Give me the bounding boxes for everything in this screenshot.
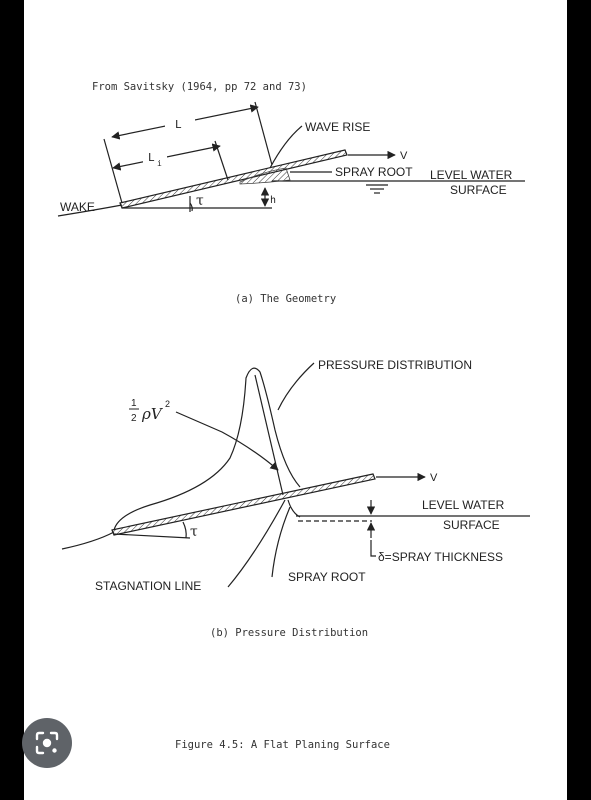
stagnation-line bbox=[255, 375, 283, 495]
label-half-denominator: 2 bbox=[131, 413, 137, 424]
label-stagnation-line: STAGNATION LINE bbox=[95, 579, 202, 593]
label-Li-subscript: i bbox=[157, 159, 162, 168]
caption-a: (a) The Geometry bbox=[235, 293, 337, 305]
label-rho-v: ρV bbox=[142, 405, 162, 423]
label-pressure-distribution: PRESSURE DISTRIBUTION bbox=[318, 358, 473, 372]
figure-a-geometry bbox=[58, 102, 525, 216]
label-spray-root-b: SPRAY ROOT bbox=[288, 570, 366, 584]
wake-curve-b bbox=[62, 532, 114, 549]
label-wake: WAKE bbox=[60, 200, 95, 214]
label-L: L bbox=[175, 118, 182, 131]
figure-b-labels bbox=[95, 358, 505, 593]
label-level-water-b: LEVEL WATER bbox=[422, 498, 505, 512]
label-level-water-a: LEVEL WATER bbox=[430, 168, 513, 182]
figure-caption: Figure 4.5: A Flat Planing Surface bbox=[175, 739, 390, 751]
label-Li: L bbox=[148, 151, 155, 164]
label-tau-a: τ bbox=[196, 193, 204, 209]
label-wave-rise: WAVE RISE bbox=[305, 120, 371, 134]
label-half-numerator: 1 bbox=[131, 398, 137, 409]
label-squared: 2 bbox=[165, 399, 171, 409]
label-tau-b: τ bbox=[190, 524, 198, 540]
source-note: From Savitsky (1964, pp 72 and 73) bbox=[92, 81, 307, 93]
label-v-b: V bbox=[430, 472, 438, 484]
lens-search-button[interactable] bbox=[22, 718, 72, 768]
label-spray-thickness: δ=SPRAY THICKNESS bbox=[378, 550, 504, 564]
label-spray-root-a: SPRAY ROOT bbox=[335, 165, 413, 179]
label-h: h bbox=[270, 195, 277, 206]
label-v-a: V bbox=[400, 150, 408, 162]
caption-b: (b) Pressure Distribution bbox=[210, 627, 369, 639]
lens-search-icon bbox=[34, 730, 60, 756]
label-surface-b: SURFACE bbox=[443, 518, 500, 532]
label-surface-a: SURFACE bbox=[450, 183, 507, 197]
